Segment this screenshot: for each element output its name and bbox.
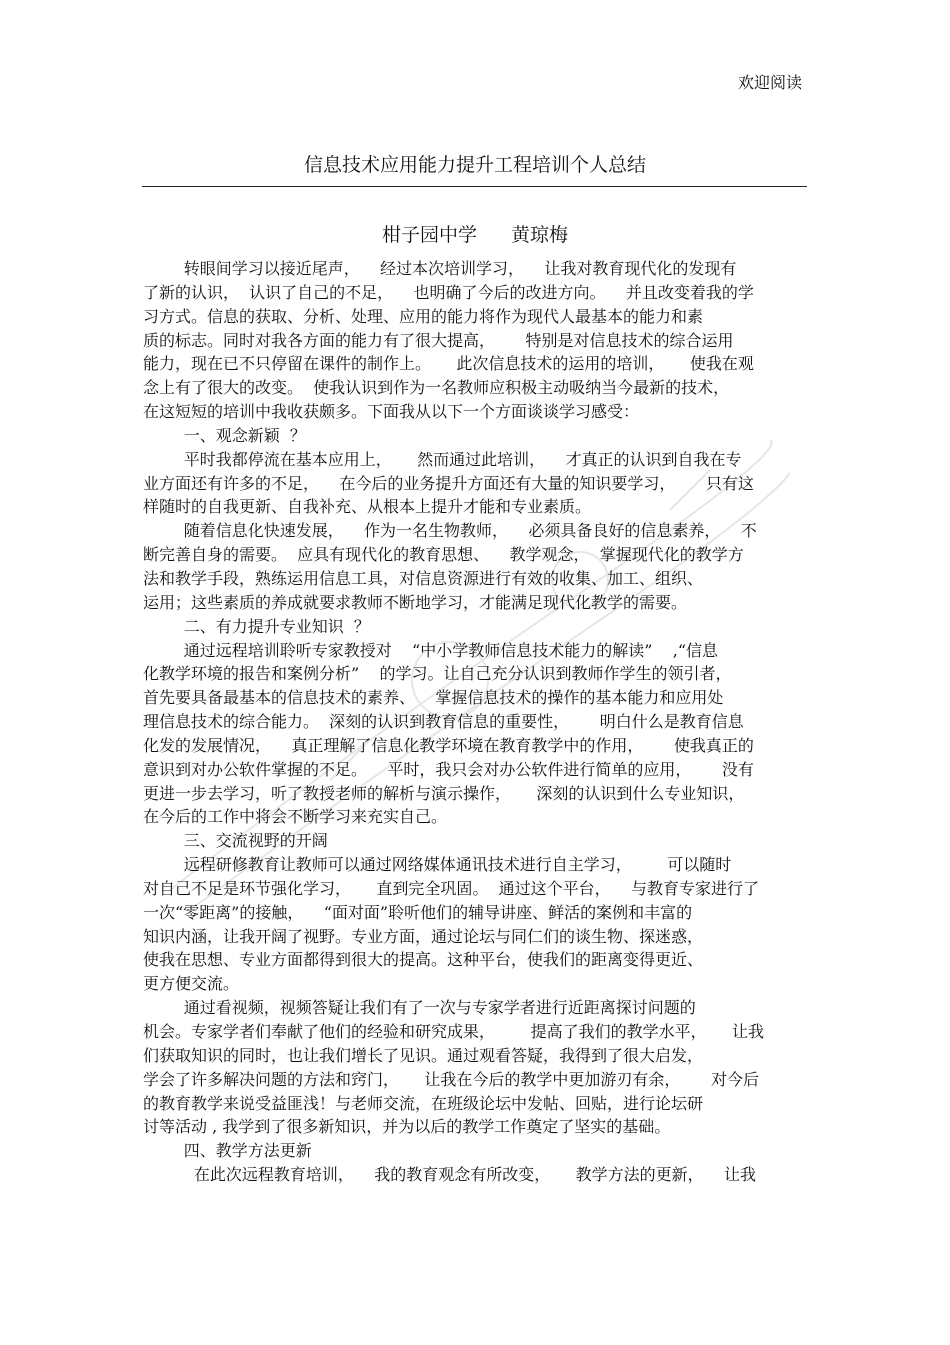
author-line (0, 220, 950, 247)
text-line: 意识到对办公软件掌握的不足。 平时，我只会对办公软件进行简单的应用， 没有 (143, 759, 754, 779)
text-line: 平时我都停流在基本应用上， 然而通过此培训， 才真正的认识到自我在专 (143, 449, 742, 469)
section-heading: 二、有力提升专业知识 ？ (143, 616, 370, 636)
text-line: 样随时的自我更新、自我补充、从根本上提升才能和专业素质。 (143, 497, 592, 517)
text-line: 更进一步去学习，听了教授老师的解析与演示操作， 深刻的认识到什么专业知识， (143, 783, 745, 803)
text-line: 通过看视频，视频答疑让我们有了一次与专家学者进行近距离探讨问题的 (143, 998, 696, 1018)
text-line: 通过远程培训聆听专家教授对 “中小学教师信息技术能力的解读” ,“信息 (143, 640, 719, 660)
section-heading: 四、教学方法更新 (143, 1141, 312, 1161)
document-title: 信息技术应用能力提升工程培训个人总结 (303, 154, 646, 176)
text-line: 化教学环境的报告和案例分析” 的学习。让自己充分认识到教师作学生的领引者， (143, 664, 732, 684)
text-line: 法和教学手段，熟练运用信息工具，对信息资源进行有效的收集、加工、组织、 (143, 568, 704, 588)
text-line: 转眼间学习以接近尾声， 经过本次培训学习， 让我对教育现代化的发现有 (143, 259, 737, 278)
text-line: 能力，现在已不只停留在课件的制作上。 此次信息技术的运用的培训， 使我在观 (143, 354, 754, 374)
text-line: 的教育教学来说受益匪浅！与老师交流，在班级论坛中发帖、回贴，进行论坛研 (143, 1093, 704, 1113)
text-line: 更方便交流。 (143, 974, 240, 994)
text-line: 讨等活动 , 我学到了很多新知识，并为以后的教学工作奠定了坚实的基础。 (143, 1117, 671, 1137)
text-line: 在今后的工作中将会不断学习来充实自己。 (143, 807, 448, 827)
text-line: 远程研修教育让教师可以通过网络媒体通讯技术进行自主学习， 可以随时 (143, 855, 732, 875)
text-line: 念上有了很大的改变。 使我认识到作为一名教师应积极主动吸纳当今最新的技术， (143, 378, 730, 398)
text-line: 习方式。信息的获取、分析、处理、应用的能力将作为现代人最基本的能力和素 (143, 306, 704, 326)
text-line: 业方面还有许多的不足， 在今后的业务提升方面还有大量的知识要学习， 只有这 (143, 473, 754, 493)
text-line: 运用；这些素质的养成就要求教师不断地学习，才能满足现代化教学的需要。 (143, 592, 688, 612)
text-line: 随着信息化快速发展， 作为一名生物教师， 必须具备良好的信息素养， 不 (143, 521, 757, 541)
text-line: 质的标志。同时对我各方面的能力有了很大提高， 特别是对信息技术的综合运用 (143, 330, 734, 350)
author-name: 黄琼梅 (511, 224, 569, 246)
header-label: 欢迎阅读 (737, 73, 802, 92)
text-line: 一次“零距离”的接触， “面对面”聆听他们的辅导讲座、鲜活的案例和丰富的 (143, 902, 693, 922)
text-line: 在这短短的培训中我收获颇多。下面我从以下一个方面谈谈学习感受： (143, 402, 640, 422)
text-line: 机会。专家学者们奉献了他们的经验和研究成果， 提高了我们的教学水平， 让我 (143, 1022, 765, 1041)
section-heading: 三、交流视野的开阔 (143, 831, 328, 851)
section-heading: 一、观念新颖 ？ (143, 425, 306, 445)
text-line: 理信息技术的综合能力。 深刻的认识到教育信息的重要性， 明白什么是教育信息 (143, 712, 744, 732)
author-school: 柑子园中学 (381, 224, 477, 246)
text-line: 对自己不足是环节强化学习， 直到完全巩固。 通过这个平台， 与教育专家进行了 (143, 878, 759, 898)
text-line: 化发的发展情况， 真正理解了信息化教学环境在教育教学中的作用， 使我真正的 (143, 735, 754, 755)
text-line: 知识内涵，让我开阔了视野。专业方面，通过论坛与同仁们的谈生物、探迷惑， (143, 926, 704, 946)
text-line: 在此次远程教育培训， 我的教育观念有所改变， 教学方法的更新， 让我 (143, 1165, 756, 1185)
title-divider (142, 186, 807, 187)
text-line: 使我在思想、专业方面都得到很大的提高。这种平台，使我们的距离变得更近、 (143, 950, 704, 970)
text-line: 断完善自身的需要。 应具有现代化的教育思想、 教学观念， 掌握现代化的教学方 (143, 545, 744, 565)
text-line: 学会了许多解决问题的方法和窍门， 让我在今后的教学中更加游刃有余， 对今后 (143, 1069, 759, 1089)
text-line: 了新的认识， 认识了自己的不足， 也明确了今后的改进方向。 并且改变着我的学 (143, 282, 754, 302)
document-body (143, 257, 807, 1187)
text-line: 首先要具备最基本的信息技术的素养、 掌握信息技术的操作的基本能力和应用处 (143, 688, 724, 708)
text-line: 们获取知识的同时，也让我们增长了见识。通过观看答疑，我得到了很大启发， (143, 1045, 704, 1065)
